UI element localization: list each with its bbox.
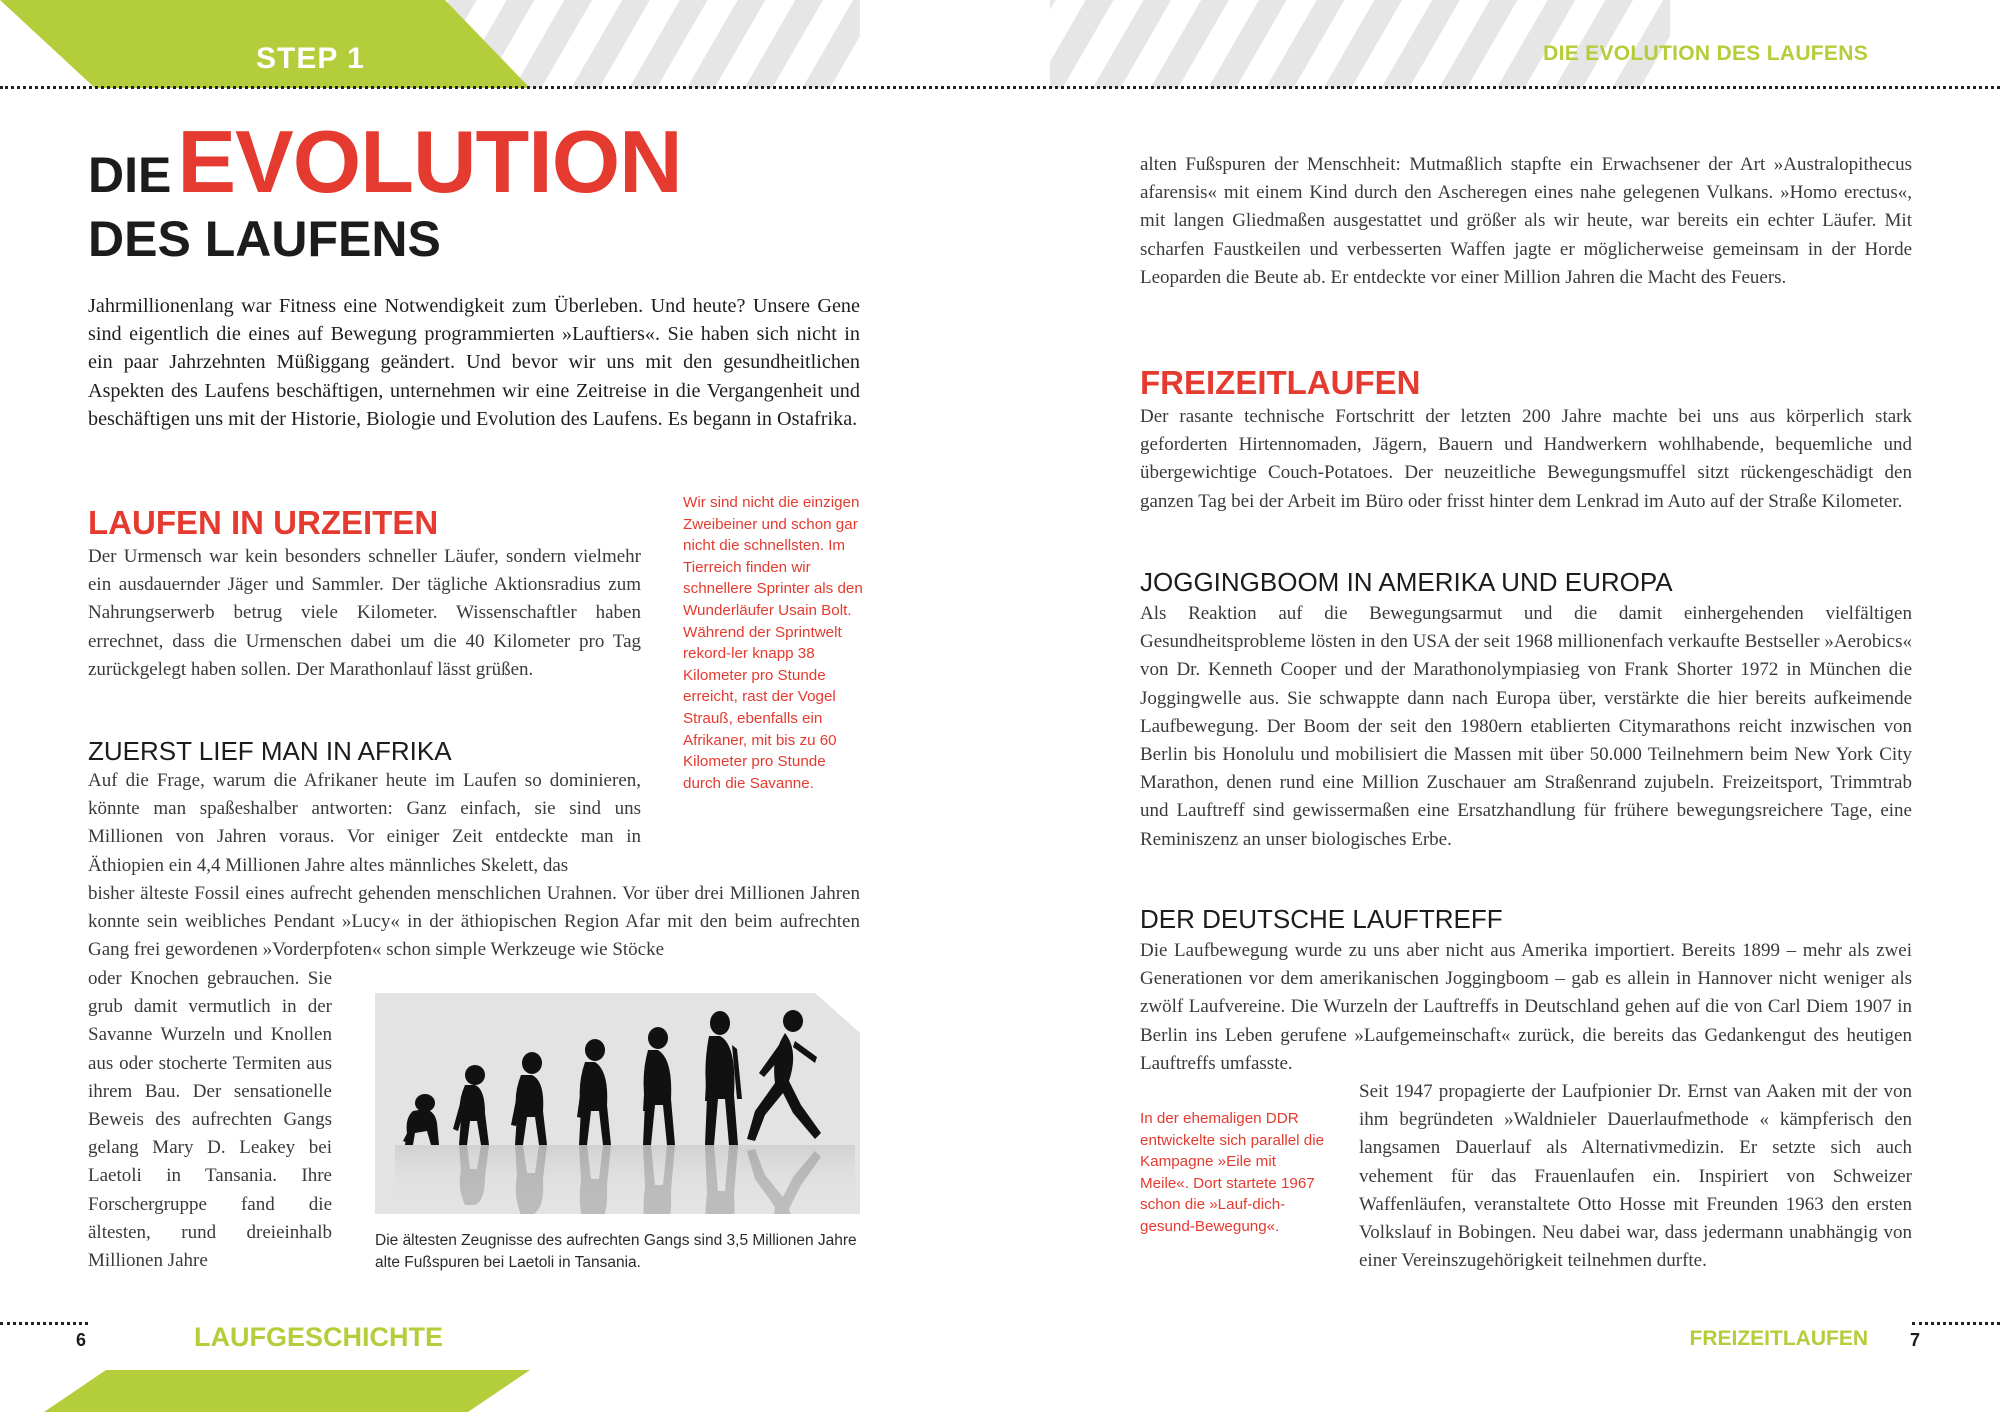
- text-freizeitlaufen: Der rasante technische Fortschritt der letzten 200 Jahre machte bei uns aus körperlich stark geforderten Hirtennomaden, Jägern, Bauern und Handwerkern wohlhabende, bequemliche und übergewichtige Couch-Potatoes. Der neuzeitliche Bewegungsmuffel sitzt rückengeschädigt den ganzen Tag bei der Arbeit im Büro oder frisst hinter dem Lenkrad im Auto auf der Straße Kilometer.: [1140, 406, 1912, 512]
- text-joggingboom: Als Reaktion auf die Bewegungsarmut und die damit einhergehenden vielfältigen Gesundheitsprobleme lösten in den USA der seit 1968 millionenfach verkaufte Bestseller »Aerobics« von Dr. Kenneth Cooper und der Marathonolympiasieg von Frank Shorter 1972 in München die Joggingwelle aus. Sie schwappte dann nach Europa über, verstärkte die hier bereits aufkeimende Laufbewegung. Der Boom der seit den 1980ern etablierten Citymarathons reicht inzwischen von Berlin bis Honolulu und mobilisiert die Massen mit über 50.000 Teilnehmern beim New York City Marathon, denen rund eine Million Zuschauer am Straßenrand zujubeln. Freizeitsport, Trimmtrab und Lauftreff sind gewissermaßen eine Ersatzhandlung für frühere bewegungsreichere Tage, eine Reminiszenz an unser biologisches Erbe.: [1140, 603, 1912, 850]
- evolution-figure: [375, 993, 860, 1214]
- title-des-laufens: DES LAUFENS: [88, 211, 441, 267]
- running-head: DIE EVOLUTION DES LAUFENS: [1543, 42, 1868, 65]
- heading-joggingboom: JOGGINGBOOM IN AMERIKA UND EUROPA: [1140, 567, 1673, 597]
- sidenote-right: In der ehemaligen DDR entwickelte sich parallel die Kampagne »Eile mit Meile«. Dort startete 1967 schon die »Lauf-dich-gesund-Bewegung«.: [1140, 1110, 1325, 1235]
- figure-caption: Die ältesten Zeugnisse des aufrechten Gangs sind 3,5 Millionen Jahre alte Fußspuren bei Laetoli in Tansania.: [375, 1232, 857, 1271]
- heading-zuerst-lief-man: ZUERST LIEF MAN IN AFRIKA: [88, 736, 452, 766]
- page-number-right: 7: [1910, 1330, 1921, 1350]
- intro-paragraph: Jahrmillionenlang war Fitness eine Notwendigkeit zum Überleben. Und heute? Unsere Gene sind eigentlich die eines auf Bewegung programmierten »Lauftiers«. Sie haben sich nicht in ein paar Jahrzehnten Müßiggang geändert. Und bevor wir uns mit den gesundheitlichen Aspekten des Laufens beschäftigen, unternehmen wir eine Zeitreise in die Vergangenheit und beschäftigen uns mit der Historie, Biologie und Evolution des Laufens. Es begann in Ostafrika.: [88, 295, 860, 430]
- step-label: STEP 1: [256, 42, 365, 75]
- bottom-dotted-rule-left: [0, 1322, 88, 1325]
- bottom-dotted-rule-right: [1912, 1322, 2000, 1325]
- page-title: [88, 112, 682, 267]
- text-lauftreff-narrow: Seit 1947 propagierte der Laufpionier Dr. Ernst van Aaken mit der von ihm begründeten »Waldnieler Dauerlaufmethode « kämpferisch den langsamen Dauerlauf als Alternativmedizin. Er setzte sich auch vehement für das Frauenlaufen ein. Inspiriert von Schweizer Waffenläufen, veranstaltete Otto Hosse mit Freunden 1963 den ersten Volkslauf in Bobingen. Neu dabei war, dass jedermann unabhängig von einer Vereinszugehörigkeit teilnehmen durfte.: [1359, 1081, 1912, 1272]
- text-afrika-wide: bisher älteste Fossil eines aufrecht gehenden menschlichen Urahnen. Vor über drei Millionen Jahren konnte sein weibliches Pendant »Lucy« in der äthiopischen Region Afar mit den beim aufrechten Gang frei gewordenen »Vorderpfoten« schon simple Werkzeuge wie Stöcke: [88, 883, 860, 961]
- evolution-silhouettes-image: [375, 993, 860, 1214]
- top-dotted-rule: [0, 86, 2000, 89]
- footer-label-left: LAUFGESCHICHTE: [194, 1322, 443, 1352]
- text-lauftreff-wide: Die Laufbewegung wurde zu uns aber nicht aus Amerika importiert. Bereits 1899 – mehr als zwei Generationen vor dem amerikanischen Joggingboom – gab es allein in Hannover nicht weniger als zwölf Laufvereine. Die Wurzeln der Lauftreffs in Deutschland gehen auf die von Carl Diem 1907 in Berlin ins Leben gerufene »Laufgemeinschaft« zurück, die bereits das Gedankengut des heutigen Lauftreffs umfasste.: [1140, 940, 1912, 1074]
- sidenote-left: Wir sind nicht die einzigen Zweibeiner und schon gar nicht die schnellsten. Im Tierreich finden wir schnellere Sprinter als den Wunderläufer Usain Bolt. Während der Sprintwelt rekord-ler knapp 38 Kilometer pro Stunde erreicht, rast der Vogel Strauß, ebenfalls ein Afrikaner, mit bis zu 60 Kilometer pro Stunde durch die Savanne.: [683, 494, 863, 792]
- footer-green-bar: [44, 1370, 530, 1412]
- heading-deutscher-lauftreff: DER DEUTSCHE LAUFTREFF: [1140, 904, 1503, 934]
- title-die: DIE: [88, 147, 172, 203]
- title-evolution: EVOLUTION: [177, 112, 682, 211]
- footer-label-right: FREIZEITLAUFEN: [1689, 1327, 1868, 1350]
- text-afrika-narrow: Auf die Frage, warum die Afrikaner heute im Laufen so dominieren, könnte man spaßeshalber antworten: Ganz einfach, sie sind uns Millionen von Jahren voraus. Vor einiger Zeit entdeckte man in Äthiopien ein 4,4 Millionen Jahre altes männliches Skelett, das: [88, 770, 641, 876]
- heading-laufen-in-urzeiten: LAUFEN IN URZEITEN: [88, 504, 439, 541]
- page-number-left: 6: [76, 1330, 87, 1350]
- text-afrika-column: oder Knochen gebrauchen. Sie grub damit vermutlich in der Savanne Wurzeln und Knollen aus oder stocherte Termiten aus ihrem Bau. Der sensationelle Beweis des aufrechten Gangs gelang Mary D. Leakey bei Laetoli in Tansania. Ihre Forschergruppe fand die ältesten, rund dreieinhalb Millionen Jahre: [88, 968, 332, 1272]
- right-intro-paragraph: alten Fußspuren der Menschheit: Mutmaßlich stapfte ein Erwachsener der Art »Australopithecus afarensis« mit einem Kind durch den Ascheregen eines nahe gelegenen Vulkans. »Homo erectus«, mit langen Gliedmaßen ausgestattet und größer als wir heute, war bereits ein echter Läufer. Mit scharfen Faustkeilen und verbesserten Waffen jagte er möglicherweise gemeinsam in der Horde Leoparden die Beute ab. Er entdeckte vor einer Million Jahren die Macht des Feuers.: [1140, 154, 1912, 288]
- heading-freizeitlaufen: FREIZEITLAUFEN: [1140, 364, 1421, 401]
- text-laufen-in-urzeiten: Der Urmensch war kein besonders schneller Läufer, sondern vielmehr ein ausdauernder Jäger und Sammler. Der tägliche Aktionsradius zum Nahrungserwerb betrug viele Kilometer. Wissenschaftler haben errechnet, dass die Urmenschen dabei um die 40 Kilometer pro Tag zurückgelegt haben sollen. Der Marathonlauf lässt grüßen.: [88, 546, 641, 680]
